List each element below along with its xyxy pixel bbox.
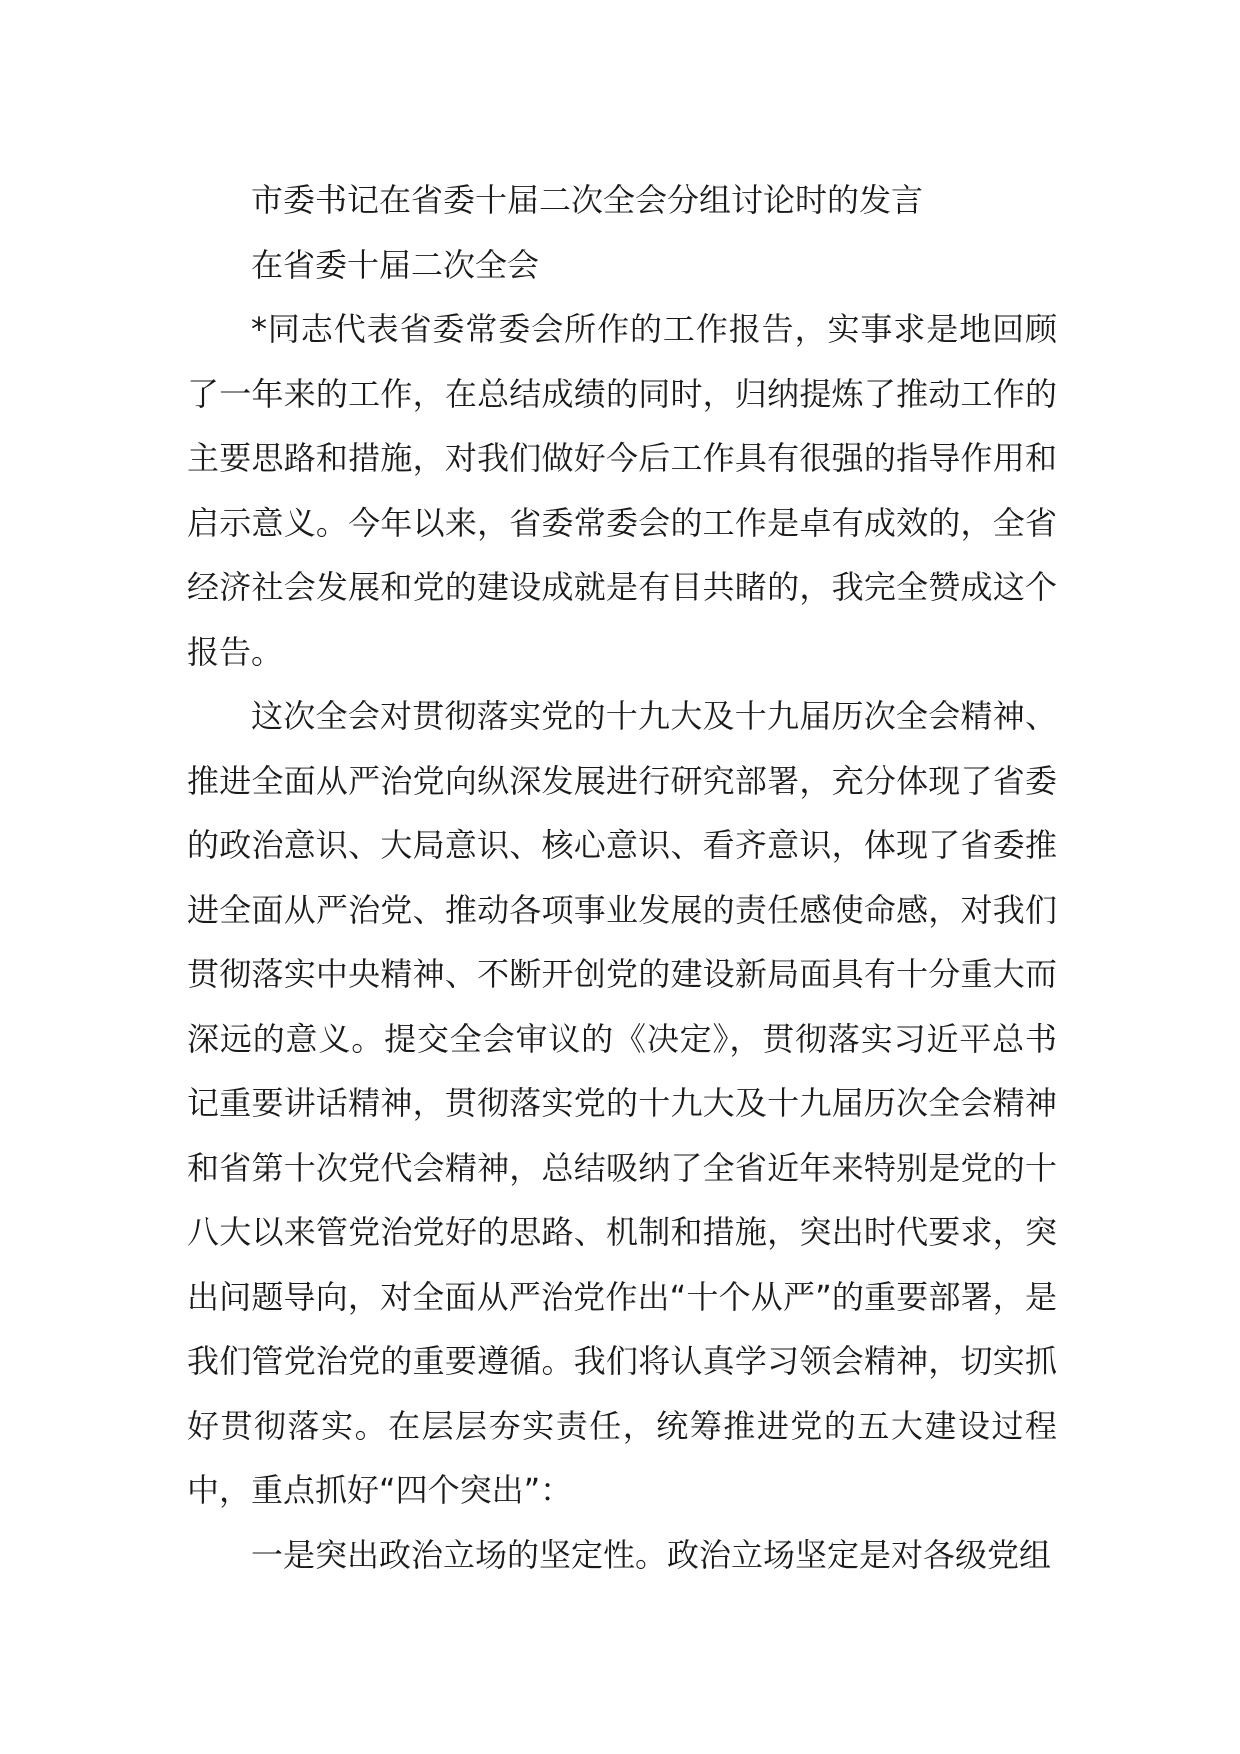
document-body — [187, 168, 1057, 1587]
paragraph: 这次全会对贯彻落实党的十九大及十九届历次全会精神、推进全面从严治党向纵深发展进行研究部署，充分体现了省委的政治意识、大局意识、核心意识、看齐意识，体现了省委推进全面从严治党、推动各项事业发展的责任感使命感，对我们贯彻落实中央精神、不断开创党的建设新局面具有十分重大而深远的意义。提交全会审议的《决定》，贯彻落实习近平总书记重要讲话精神，贯彻落实党的十九大及十九届历次全会精神和省第十次党代会精神，总结吸纳了全省近年来特别是党的十八大以来管党治党好的思路、机制和措施，突出时代要求，突出问题导向，对全面从严治党作出“十个从严”的重要部署，是我们管党治党的重要遵循。我们将认真学习领会精神，切实抓好贯彻落实。在层层夯实责任，统筹推进党的五大建设过程中，重点抓好“四个突出”： — [187, 697, 1057, 1509]
paragraph: 一是突出政治立场的坚定性。政治立场坚定是对各级党组 — [251, 1535, 1052, 1574]
document-title: 市委书记在省委十届二次全会分组讨论时的发言 — [251, 181, 924, 219]
paragraph: *同志代表省委常委会所作的工作报告，实事求是地回顾了一年来的工作，在总结成绩的同时，归纳提炼了推动工作的主要思路和措施，对我们做好今后工作具有很强的指导作用和启示意义。今年以来，省委常委会的工作是卓有成效的，全省经济社会发展和党的建设成就是有目共睹的，我完全赞成这个报告。 — [187, 310, 1057, 671]
document-subtitle: 在省委十届二次全会 — [251, 245, 540, 284]
